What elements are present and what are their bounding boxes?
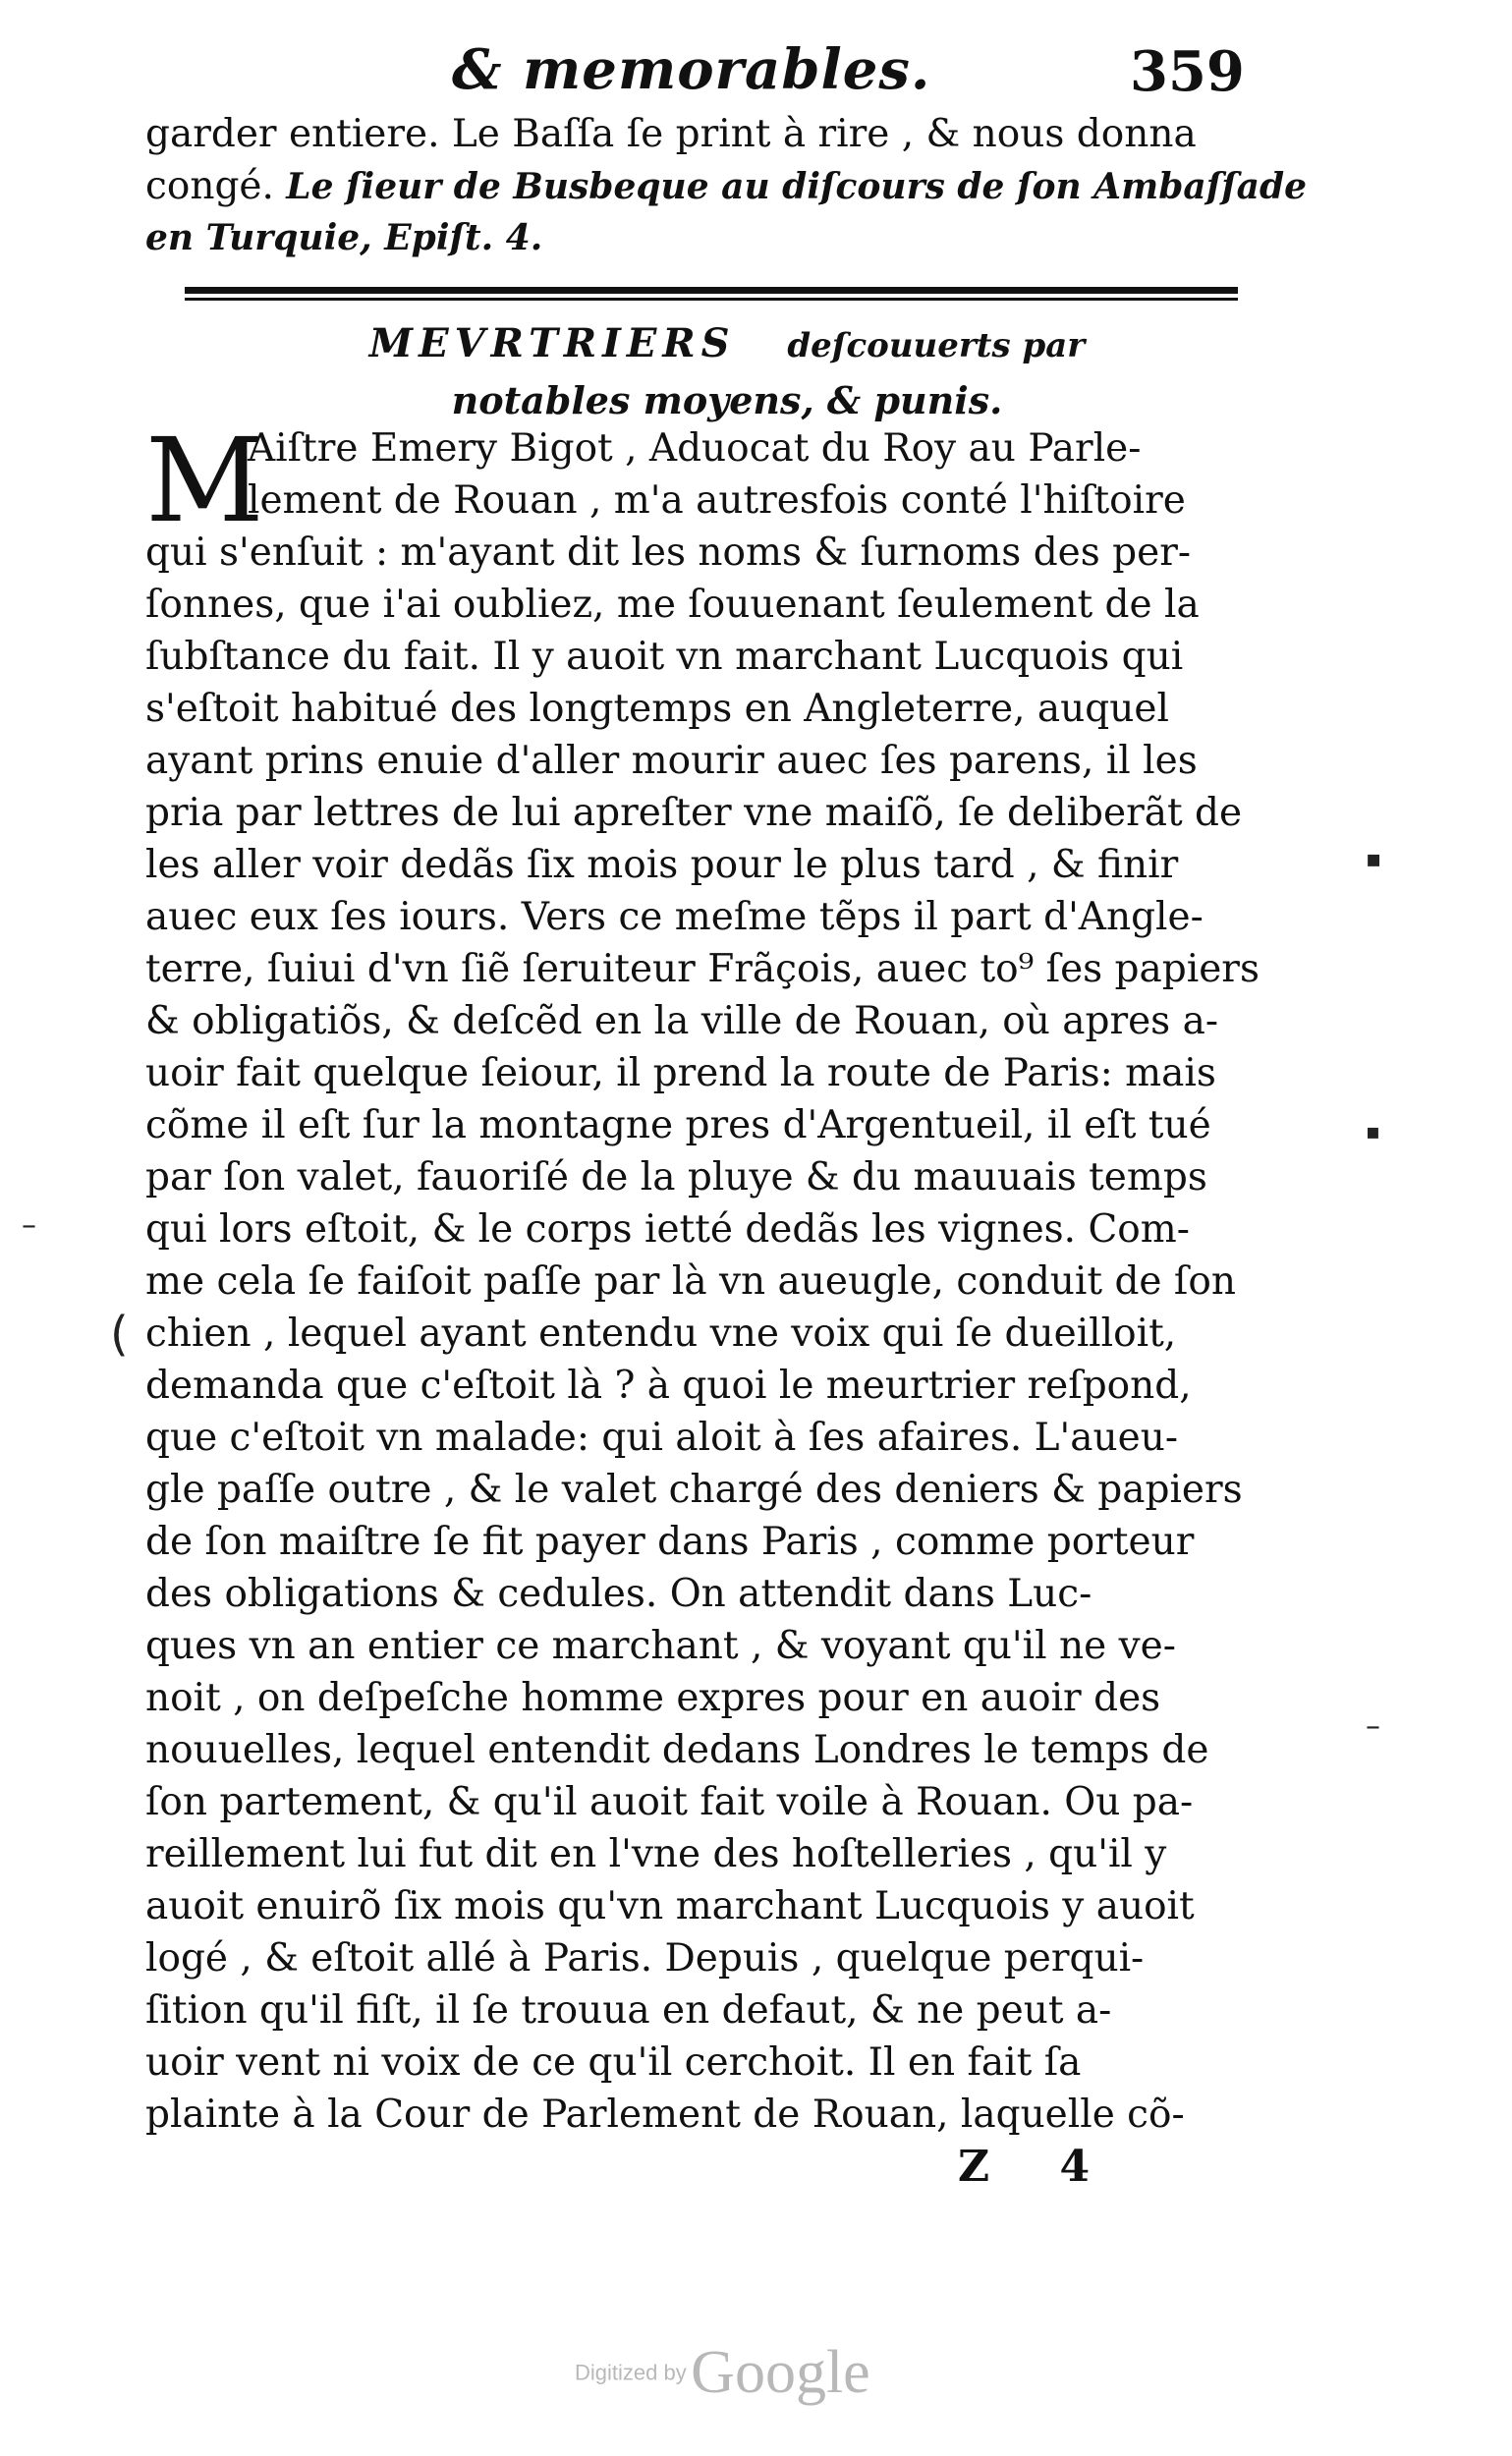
body-line: demanda que c'eſtoit là ? à quoi le meurtrier reſpond, — [145, 1364, 1192, 1408]
citation-italic: Le ſieur de Busbeque au diſcours de ſon Ambaſſade — [286, 166, 1308, 207]
body-line: des obligations & cedules. On attendit dans Luc- — [145, 1572, 1092, 1616]
margin-mark-icon: – — [1366, 1709, 1380, 1744]
double-rule-divider — [185, 287, 1238, 301]
section-title-line-2: notables moyens, & punis. — [451, 378, 1003, 422]
body-line: nouuelles, lequel entendit dedans Londres le temps de — [145, 1728, 1209, 1772]
body-line: Aiſtre Emery Bigot , Aduocat du Roy au Parle- — [248, 426, 1142, 471]
margin-mark-icon: ▪ — [1366, 1120, 1380, 1144]
body-line: de ſon maiſtre ſe fit payer dans Paris , comme porteur — [145, 1520, 1195, 1564]
body-line: & obligatiõs, & deſcẽd en la ville de Rouan, où apres a- — [145, 999, 1219, 1043]
body-line: ſon partement, & qu'il auoit fait voile à Rouan. Ou pa- — [145, 1780, 1194, 1824]
catchword-signature: Z 4 — [958, 2142, 1118, 2192]
intro-line-3: en Turquie, Epiſt. 4. — [145, 217, 543, 258]
body-line: uoir fait quelque ſeiour, il prend la route de Paris: mais — [145, 1051, 1216, 1095]
body-line: que c'eſtoit vn malade: qui aloit à ſes afaires. L'aueu- — [145, 1416, 1179, 1460]
section-title-caps: MEVRTRIERS — [368, 320, 736, 366]
page-number: 359 — [1130, 39, 1245, 104]
drop-cap-letter: M — [145, 413, 264, 548]
body-line: qui s'enſuit : m'ayant dit les noms & ſurnoms des per- — [145, 530, 1192, 575]
margin-mark-icon: ( — [110, 1307, 129, 1362]
margin-mark-icon: – — [22, 1208, 36, 1243]
body-line: auec eux ſes iours. Vers ce meſme tẽps il part d'Angle- — [145, 895, 1204, 939]
body-line: pria par lettres de lui apreſter vne maiſõ, ſe deliberãt de — [145, 791, 1243, 835]
section-title — [305, 316, 1149, 428]
body-line: logé , & eſtoit allé à Paris. Depuis , quelque perqui- — [145, 1936, 1145, 1981]
body-line: ſubſtance du fait. Il y auoit vn marchant Lucquois qui — [145, 635, 1184, 679]
google-watermark — [575, 2338, 870, 2408]
body-line: ſonnes, que i'ai oubliez, me ſouuenant ſeulement de la — [145, 583, 1200, 627]
intro-line-2-roman: congé. — [145, 164, 274, 208]
body-line: auoit enuirõ ſix mois qu'vn marchant Lucquois y auoit — [145, 1884, 1195, 1928]
body-line: ſition qu'il fiſt, il ſe trouua en defaut, & ne peut a- — [145, 1988, 1112, 2033]
body-line: reillement lui fut dit en l'vne des hoſtelleries , qu'il y — [145, 1832, 1167, 1876]
body-line: uoir vent ni voix de ce qu'il cerchoit. Il en fait ſa — [145, 2040, 1082, 2085]
body-line: chien , lequel ayant entendu vne voix qui ſe dueilloit, — [145, 1312, 1177, 1356]
running-head: & memorables. — [452, 37, 931, 102]
google-logo: Google — [691, 2339, 870, 2406]
intro-line-1: garder entiere. Le Baſſa ſe print à rire , & nous donna — [145, 112, 1197, 156]
body-line: terre, ſuiui d'vn ſiẽ ſeruiteur Frãçois, auec to⁹ ſes papiers — [145, 947, 1260, 991]
intro-paragraph — [145, 108, 1308, 264]
margin-mark-icon: ▪ — [1366, 845, 1382, 872]
body-line: qui lors eſtoit, & le corps ietté dedãs les vignes. Com- — [145, 1207, 1190, 1252]
body-line: lement de Rouan , m'a autresfois conté l'hiſtoire — [248, 478, 1186, 523]
body-line: cõme il eſt ſur la montagne pres d'Argentueil, il eſt tué — [145, 1103, 1211, 1147]
section-title-line-1 — [305, 316, 1149, 373]
body-line: plainte à la Cour de Parlement de Rouan, laquelle cõ- — [145, 2093, 1185, 2137]
watermark-small-text: Digitized by — [575, 2360, 687, 2385]
body-line: ques vn an entier ce marchant , & voyant qu'il ne ve- — [145, 1624, 1176, 1668]
body-line: noit , on deſpeſche homme expres pour en auoir des — [145, 1676, 1161, 1720]
body-line: s'eſtoit habitué des longtemps en Angleterre, auquel — [145, 687, 1169, 731]
body-line: ayant prins enuie d'aller mourir auec ſes parens, il les — [145, 739, 1198, 783]
body-paragraph — [145, 413, 1260, 2141]
body-line: me cela ſe faiſoit paſſe par là vn aueugle, conduit de ſon — [145, 1259, 1236, 1304]
intro-line-2 — [145, 160, 1308, 212]
section-title-rest: deſcouuerts par — [787, 326, 1086, 365]
body-line: les aller voir dedãs ſix mois pour le plus tard , & finir — [145, 843, 1179, 887]
body-line: gle paſſe outre , & le valet chargé des deniers & papiers — [145, 1468, 1243, 1512]
body-line: par ſon valet, fauoriſé de la pluye & du mauuais temps — [145, 1155, 1207, 1200]
